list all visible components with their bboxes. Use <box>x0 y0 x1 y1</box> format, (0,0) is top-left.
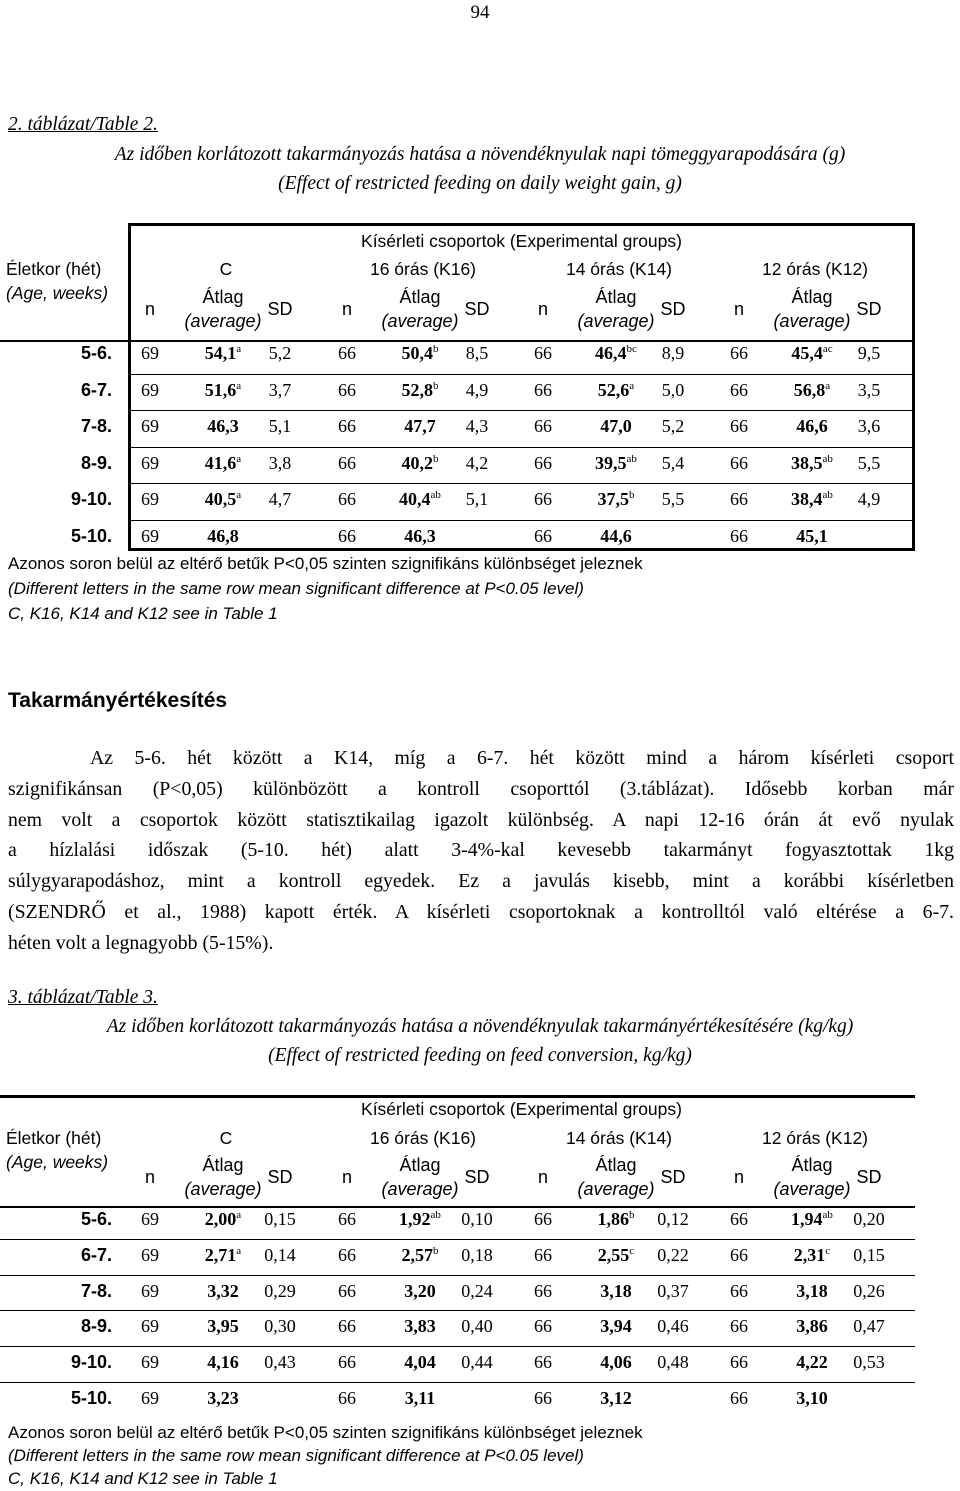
mean-value: 45,4 <box>791 343 823 363</box>
group-header-1: 16 órás (K16) <box>369 1128 477 1148</box>
sd-cell: 3,8 <box>268 452 292 473</box>
sd-cell: 0,18 <box>461 1244 493 1265</box>
significance-letter: a <box>236 1244 242 1257</box>
mean-value: 3,86 <box>796 1316 828 1337</box>
n-cell: 69 <box>141 1316 159 1337</box>
n-cell: 66 <box>338 489 356 509</box>
mean-cell <box>568 1388 664 1409</box>
mean-value: 56,8 <box>793 379 826 400</box>
mean-value: 2,55 <box>597 1244 630 1265</box>
subheader-sd: SD <box>464 299 490 319</box>
significance-letter: b <box>433 452 439 465</box>
sd-cell: 0,37 <box>657 1280 689 1301</box>
sd-cell: 4,3 <box>465 416 489 436</box>
group-header-3: 12 órás (K12) <box>761 1128 869 1148</box>
n-cell: 66 <box>534 379 552 400</box>
mean-value: 44,6 <box>600 525 632 546</box>
sd-cell: 0,15 <box>264 1209 296 1229</box>
sd-cell: 4,9 <box>857 489 881 509</box>
n-cell: 66 <box>338 1316 356 1337</box>
mean-value: 46,3 <box>207 416 239 436</box>
mean-cell <box>372 526 468 547</box>
mean-value: 4,04 <box>404 1352 436 1373</box>
n-cell: 66 <box>338 1209 356 1229</box>
sd-cell: 0,40 <box>461 1316 493 1337</box>
mean-value: 46,6 <box>796 416 828 436</box>
sd-cell: 0,20 <box>853 1209 885 1229</box>
mean-value: 3,95 <box>207 1316 239 1337</box>
mean-cell <box>175 526 271 547</box>
sd-cell: 0,10 <box>461 1209 493 1229</box>
n-cell: 69 <box>141 452 159 473</box>
subheader-mean: Átlag <box>399 287 441 307</box>
n-cell: 66 <box>338 1352 356 1373</box>
subheader-average: (average) <box>381 1179 459 1199</box>
row-rule <box>128 410 915 411</box>
n-cell: 66 <box>338 1388 356 1408</box>
table2-age-label-1: Életkor (hét) <box>6 259 102 279</box>
mean-value: 46,4 <box>595 343 627 363</box>
sd-cell: 4,7 <box>268 489 292 509</box>
n-cell: 66 <box>730 1388 748 1408</box>
sd-cell: 0,24 <box>461 1280 493 1301</box>
significance-letter: b <box>629 1209 635 1221</box>
sd-cell: 0,29 <box>264 1280 296 1301</box>
table3-note-en: (Different letters in the same row mean significant difference at P<0.05 level) <box>8 1446 584 1465</box>
n-cell: 66 <box>534 452 552 473</box>
table2-title-hu: Az időben korlátozott takarmányozás hatása a növendéknyulak napi tömeggyarapodására (g) <box>114 144 846 165</box>
significance-letter: a <box>236 489 242 501</box>
group-header-3: 12 órás (K12) <box>761 259 869 279</box>
subheader-n: n <box>733 1167 744 1187</box>
table3-label <box>8 983 158 1012</box>
sd-cell: 0,48 <box>657 1352 689 1373</box>
n-cell: 69 <box>141 525 159 546</box>
sd-cell: 5,2 <box>268 343 292 363</box>
table2-group-header: Kísérleti csoportok (Experimental groups) <box>361 231 682 251</box>
mean-value: 3,10 <box>796 1388 828 1408</box>
n-cell: 66 <box>730 1316 748 1337</box>
subheader-mean: Átlag <box>595 1155 637 1175</box>
para-line-7: héten volt a legnagyobb (5-15%). <box>8 931 274 954</box>
row-rule <box>128 483 915 484</box>
mean-value: 2,00 <box>204 1209 237 1229</box>
mean-value: 3,18 <box>796 1280 828 1301</box>
subheader-sd: SD <box>856 299 882 319</box>
age-cell: 5-6. <box>80 1209 112 1229</box>
mean-value: 1,94 <box>791 1209 823 1229</box>
subheader-mean: Átlag <box>791 1155 833 1175</box>
n-cell: 66 <box>338 525 356 546</box>
group-header-1: 16 órás (K16) <box>369 259 477 279</box>
sd-cell: 4,9 <box>465 379 489 400</box>
table3-title-en: (Effect of restricted feeding on feed conversion, kg/kg) <box>268 1045 692 1066</box>
significance-letter: c <box>629 1244 635 1257</box>
significance-letter: ab <box>822 489 833 501</box>
subheader-n: n <box>537 1167 548 1187</box>
sd-cell: 5,1 <box>268 416 292 436</box>
significance-letter: ab <box>822 1209 833 1221</box>
table3-age-label-1: Életkor (hét) <box>6 1128 102 1148</box>
n-cell: 69 <box>141 1244 159 1265</box>
n-cell: 66 <box>730 525 748 546</box>
subheader-mean: Átlag <box>399 1155 441 1175</box>
subheader-n: n <box>144 1167 155 1187</box>
age-cell: 5-10. <box>70 525 112 546</box>
sd-cell: 0,12 <box>657 1209 689 1229</box>
n-cell: 66 <box>730 343 748 363</box>
table2-note-en: (Different letters in the same row mean significant difference at P<0.05 level) <box>8 579 584 598</box>
significance-letter: b <box>433 1244 439 1257</box>
para-line-4: a hízlalási időszak (5-10. hét) alatt 3-4%-kal kevesebb takarmányt fogyasztottak 1kg <box>8 839 954 862</box>
subheader-n: n <box>341 299 352 319</box>
section-heading: Takarmányértékesítés <box>8 689 228 712</box>
para-line-3: nem volt a csoportok között statisztikailag igazolt különbség. A napi 12-16 órán át evő nyulak <box>8 808 954 831</box>
table3-group-header: Kísérleti csoportok (Experimental groups) <box>361 1099 682 1119</box>
n-cell: 66 <box>338 1244 356 1265</box>
sd-cell: 3,7 <box>268 379 292 400</box>
n-cell: 66 <box>534 1388 552 1408</box>
row-rule <box>128 374 915 375</box>
mean-value: 3,83 <box>404 1316 436 1337</box>
significance-letter: ab <box>430 489 441 501</box>
mean-value: 51,6 <box>204 379 237 400</box>
mean-value: 2,71 <box>204 1244 237 1265</box>
subheader-n: n <box>537 299 548 319</box>
mean-value: 52,6 <box>597 379 630 400</box>
table2-age-label-2: (Age, weeks) <box>6 283 109 303</box>
n-cell: 66 <box>730 1280 748 1301</box>
significance-letter: a <box>825 379 831 392</box>
n-cell: 66 <box>730 416 748 436</box>
row-rule <box>0 1310 915 1311</box>
sd-cell: 0,53 <box>853 1352 885 1373</box>
significance-letter: b <box>433 343 439 355</box>
sd-cell: 0,43 <box>264 1352 296 1373</box>
n-cell: 66 <box>534 1244 552 1265</box>
mean-cell <box>764 1388 860 1409</box>
n-cell: 69 <box>141 379 159 400</box>
group-header-2: 14 órás (K14) <box>565 1128 673 1148</box>
sd-cell: 0,44 <box>461 1352 493 1373</box>
mean-cell <box>372 1388 468 1409</box>
table3-grid <box>0 1095 960 1425</box>
para-line-6: (SZENDRŐ et al., 1988) kapott érték. A kísérleti csoportoknak a kontrolltól való eltérése a 6-7. <box>8 900 954 923</box>
significance-letter: ab <box>430 1209 441 1221</box>
row-rule <box>0 1239 915 1240</box>
n-cell: 69 <box>141 1280 159 1301</box>
mean-value: 46,3 <box>404 525 436 546</box>
n-cell: 66 <box>730 1352 748 1373</box>
para-line-2: szignifikánsan (P<0,05) különbözött a kontroll csoporttól (3.táblázat). Idősebb korban már <box>8 777 954 800</box>
sd-cell: 8,5 <box>465 343 489 363</box>
significance-letter: a <box>236 1209 242 1221</box>
n-cell: 66 <box>534 525 552 546</box>
significance-letter: ac <box>822 343 833 355</box>
sd-cell: 8,9 <box>661 343 685 363</box>
subheader-mean: Átlag <box>202 287 244 307</box>
age-cell: 9-10. <box>70 489 112 509</box>
mean-value: 3,32 <box>207 1280 239 1301</box>
n-cell: 66 <box>730 489 748 509</box>
mean-value: 38,5 <box>791 452 823 473</box>
table3-title-hu: Az időben korlátozott takarmányozás hatása a növendéknyulak takarmányértékesítésére (kg/kg) <box>106 1016 854 1037</box>
n-cell: 66 <box>534 489 552 509</box>
header-bottom-rule <box>0 340 915 342</box>
mean-value: 46,8 <box>207 525 239 546</box>
mean-value: 3,11 <box>404 1388 436 1408</box>
sd-cell: 0,22 <box>657 1244 689 1265</box>
significance-letter: a <box>236 452 242 465</box>
para-line-5: súlygyarapodáshoz, mint a kontroll egyedek. Ez a javulás kisebb, mint a korábbi kísérletben <box>8 870 954 893</box>
table2 <box>0 223 960 553</box>
sd-cell: 0,46 <box>657 1316 689 1337</box>
n-cell: 69 <box>141 489 159 509</box>
mean-value: 3,94 <box>600 1316 632 1337</box>
table3-label-text: 3. táblázat/Table 3. <box>8 987 158 1008</box>
sd-cell: 5,0 <box>661 379 685 400</box>
mean-value: 3,12 <box>600 1388 632 1408</box>
subheader-average: (average) <box>773 1179 851 1199</box>
mean-cell <box>568 526 664 547</box>
significance-letter: a <box>236 343 242 355</box>
significance-letter: ab <box>626 452 637 465</box>
mean-value: 37,5 <box>597 489 629 509</box>
subheader-mean: Átlag <box>791 287 833 307</box>
n-cell: 66 <box>338 1280 356 1301</box>
body-paragraph <box>8 743 954 959</box>
group-header-0: C <box>219 1128 233 1148</box>
age-cell: 6-7. <box>80 1244 112 1265</box>
significance-letter: ab <box>822 452 833 465</box>
sd-cell: 5,5 <box>857 452 881 473</box>
significance-letter: b <box>433 379 439 392</box>
subheader-average: (average) <box>773 311 851 331</box>
mean-cell <box>764 526 860 547</box>
n-cell: 66 <box>338 416 356 436</box>
age-cell: 7-8. <box>80 416 112 436</box>
sd-cell: 5,5 <box>661 489 685 509</box>
sd-cell: 5,1 <box>465 489 489 509</box>
para-line-1: Az 5-6. hét között a K14, míg a 6-7. hét között mind a három kísérleti csoport <box>90 747 954 769</box>
mean-value: 47,7 <box>404 416 436 436</box>
mean-value: 1,92 <box>399 1209 431 1229</box>
sd-cell: 3,5 <box>857 379 881 400</box>
subheader-n: n <box>144 299 155 319</box>
age-cell: 6-7. <box>80 379 112 400</box>
n-cell: 66 <box>534 1352 552 1373</box>
n-cell: 69 <box>141 343 159 363</box>
subheader-mean: Átlag <box>202 1155 244 1175</box>
mean-value: 2,57 <box>401 1244 433 1265</box>
row-rule <box>128 520 915 521</box>
sd-cell: 0,14 <box>264 1244 296 1265</box>
n-cell: 66 <box>534 416 552 436</box>
table2-title-en: (Effect of restricted feeding on daily weight gain, g) <box>278 173 682 194</box>
n-cell: 66 <box>534 1280 552 1301</box>
subheader-mean: Átlag <box>595 287 637 307</box>
significance-letter: b <box>629 489 635 501</box>
significance-letter: a <box>629 379 635 392</box>
n-cell: 66 <box>730 379 748 400</box>
n-cell: 66 <box>534 1316 552 1337</box>
n-cell: 69 <box>141 1209 159 1229</box>
subheader-average: (average) <box>381 311 459 331</box>
mean-value: 4,06 <box>600 1352 632 1373</box>
page-number: 94 <box>470 2 490 23</box>
group-header-2: 14 órás (K14) <box>565 259 673 279</box>
age-cell: 5-10. <box>70 1388 112 1408</box>
age-cell: 8-9. <box>80 452 112 473</box>
n-cell: 66 <box>338 379 356 400</box>
header-bottom-rule <box>0 1206 915 1208</box>
subheader-sd: SD <box>660 1167 686 1187</box>
mean-value: 54,1 <box>204 343 237 363</box>
group-header-0: C <box>219 259 233 279</box>
mean-value: 3,23 <box>207 1388 239 1408</box>
mean-value: 40,4 <box>399 489 431 509</box>
row-rule <box>0 1275 915 1276</box>
subheader-sd: SD <box>856 1167 882 1187</box>
subheader-average: (average) <box>184 1179 262 1199</box>
row-rule <box>0 1382 915 1383</box>
subheader-average: (average) <box>184 311 262 331</box>
row-rule <box>0 1346 915 1347</box>
subheader-n: n <box>733 299 744 319</box>
table3-note-ref: C, K16, K14 and K12 see in Table 1 <box>8 1469 278 1488</box>
table2-label-text: 2. táblázat/Table 2. <box>8 114 158 135</box>
n-cell: 66 <box>338 343 356 363</box>
subheader-sd: SD <box>660 299 686 319</box>
mean-value: 40,2 <box>401 452 433 473</box>
age-cell: 9-10. <box>70 1352 112 1373</box>
n-cell: 69 <box>141 1388 159 1408</box>
table2-label <box>8 110 158 139</box>
n-cell: 66 <box>730 1244 748 1265</box>
age-cell: 5-6. <box>80 343 112 363</box>
n-cell: 66 <box>338 452 356 473</box>
table3 <box>0 1095 960 1425</box>
n-cell: 66 <box>730 1209 748 1229</box>
n-cell: 66 <box>534 343 552 363</box>
sd-cell: 3,6 <box>857 416 881 436</box>
subheader-sd: SD <box>464 1167 490 1187</box>
sd-cell: 5,2 <box>661 416 685 436</box>
subheader-average: (average) <box>577 311 655 331</box>
mean-value: 40,5 <box>204 489 237 509</box>
row-rule <box>128 447 915 448</box>
sd-cell: 9,5 <box>857 343 881 363</box>
mean-value: 3,18 <box>600 1280 632 1301</box>
mean-value: 45,1 <box>796 525 828 546</box>
sd-cell: 4,2 <box>465 452 489 473</box>
subheader-sd: SD <box>267 1167 293 1187</box>
subheader-average: (average) <box>577 1179 655 1199</box>
table2-note-hu: Azonos soron belül az eltérő betűk P<0,05 szinten szignifikáns különbséget jeleznek <box>8 554 643 573</box>
mean-value: 4,22 <box>796 1352 828 1373</box>
mean-value: 3,20 <box>404 1280 436 1301</box>
mean-value: 1,86 <box>597 1209 629 1229</box>
n-cell: 69 <box>141 416 159 436</box>
subheader-n: n <box>341 1167 352 1187</box>
mean-value: 38,4 <box>791 489 823 509</box>
sd-cell: 0,15 <box>853 1244 885 1265</box>
age-cell: 7-8. <box>80 1280 112 1301</box>
sd-cell: 0,47 <box>853 1316 885 1337</box>
sd-cell: 0,26 <box>853 1280 885 1301</box>
mean-value: 4,16 <box>207 1352 239 1373</box>
mean-value: 52,8 <box>401 379 433 400</box>
mean-cell <box>175 1388 271 1409</box>
mean-value: 2,31 <box>793 1244 826 1265</box>
sd-cell: 5,4 <box>661 452 685 473</box>
mean-value: 41,6 <box>204 452 237 473</box>
mean-value: 50,4 <box>401 343 433 363</box>
significance-letter: c <box>825 1244 831 1257</box>
significance-letter: a <box>236 379 242 392</box>
mean-value: 47,0 <box>600 416 632 436</box>
table2-grid <box>0 223 960 553</box>
n-cell: 69 <box>141 1352 159 1373</box>
sd-cell: 0,30 <box>264 1316 296 1337</box>
mean-value: 39,5 <box>595 452 627 473</box>
table2-note-ref: C, K16, K14 and K12 see in Table 1 <box>8 604 278 623</box>
significance-letter: bc <box>626 343 637 355</box>
subheader-sd: SD <box>267 299 293 319</box>
table3-note-hu: Azonos soron belül az eltérő betűk P<0,05 szinten szignifikáns különbséget jeleznek <box>8 1423 643 1442</box>
n-cell: 66 <box>730 452 748 473</box>
table3-age-label-2: (Age, weeks) <box>6 1152 109 1172</box>
age-cell: 8-9. <box>80 1316 112 1337</box>
n-cell: 66 <box>534 1209 552 1229</box>
